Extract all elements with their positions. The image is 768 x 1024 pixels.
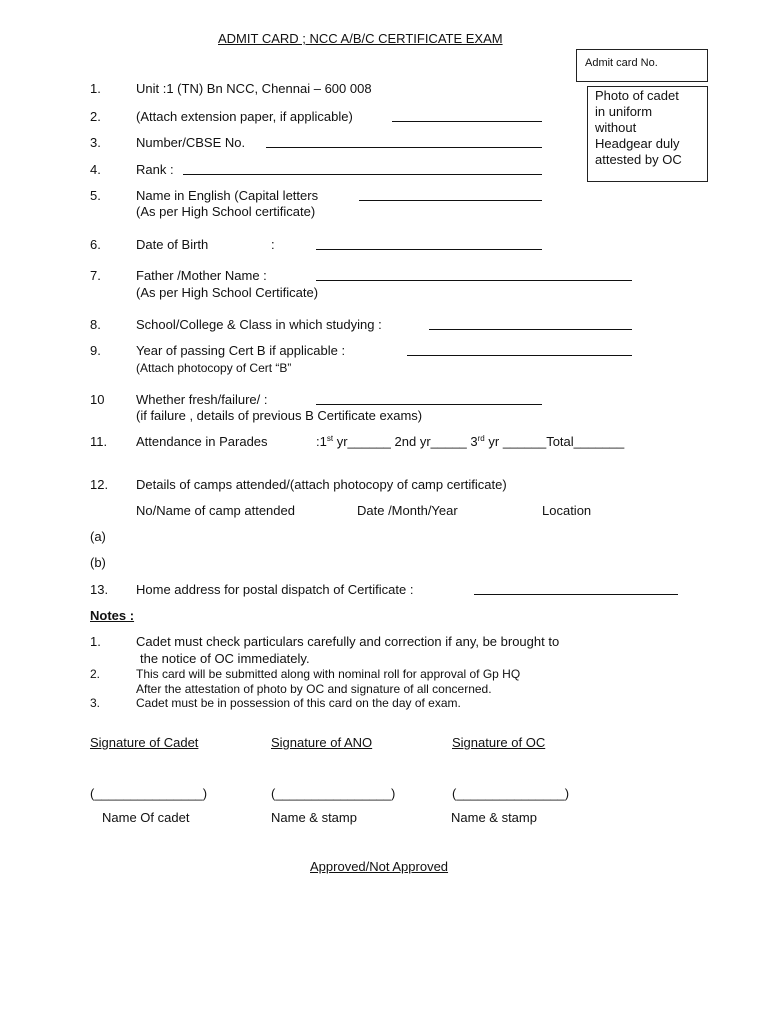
item-number: 2.: [90, 109, 101, 124]
note-number: 3.: [90, 696, 101, 710]
fresh-failure-field[interactable]: [316, 392, 542, 409]
photo-line-2: in uniform: [595, 104, 653, 119]
admit-card-label: Admit card No.: [585, 57, 658, 69]
rank-field[interactable]: [183, 162, 542, 179]
name-of-cadet-label: Name Of cadet: [102, 810, 190, 825]
item-number: 10: [90, 392, 105, 407]
note-1-line-2: the notice of OC immediately.: [140, 651, 310, 666]
notes-heading: Notes :: [90, 608, 135, 623]
camp-row-b: (b): [90, 555, 106, 570]
parent-name-label: Father /Mother Name :: [136, 268, 267, 283]
approval-status: Approved/Not Approved: [310, 859, 449, 874]
item-number: 7.: [90, 268, 101, 283]
cbse-number-field[interactable]: [266, 135, 542, 152]
item-number: 6.: [90, 237, 101, 252]
item-number: 8.: [90, 317, 101, 332]
note-number: 1.: [90, 634, 101, 649]
camp-row-a: (a): [90, 529, 106, 544]
name-english-field[interactable]: [359, 188, 542, 205]
dob-colon: :: [271, 237, 275, 252]
dob-label: Date of Birth: [136, 237, 209, 252]
home-address-field[interactable]: [474, 582, 678, 599]
parent-name-field[interactable]: [316, 268, 632, 285]
note-3-line-1: Cadet must be in possession of this card on the day of exam.: [136, 696, 461, 710]
ordinal-suffix: st: [326, 434, 334, 443]
photo-line-4: Headgear duly: [595, 136, 680, 151]
cert-b-year-field[interactable]: [407, 343, 632, 360]
admit-card-number-box[interactable]: [576, 49, 708, 82]
school-class-label: School/College & Class in which studying :: [136, 317, 382, 332]
item-number: 4.: [90, 162, 101, 177]
camp-col-location: Location: [542, 503, 592, 518]
ano-name-stamp-label: Name & stamp: [271, 810, 357, 825]
name-english-label: Name in English (Capital letters: [136, 188, 319, 203]
signature-cadet-label: Signature of Cadet: [90, 735, 199, 750]
parent-name-note: (As per High School Certificate): [136, 285, 319, 300]
attendance-part: yr______ 2nd yr_____ 3: [333, 434, 478, 449]
item-number: 1.: [90, 81, 101, 96]
item-number: 11.: [90, 434, 108, 449]
oc-name-field[interactable]: (_______________): [452, 786, 570, 801]
home-address-label: Home address for postal dispatch of Certificate :: [136, 582, 414, 597]
item-number: 5.: [90, 188, 101, 203]
failure-note: (if failure , details of previous B Certificate exams): [136, 408, 423, 423]
cert-b-year-label: Year of passing Cert B if applicable :: [136, 343, 346, 358]
camp-col-name: No/Name of camp attended: [136, 503, 295, 518]
school-class-field[interactable]: [429, 317, 632, 334]
photo-line-5: attested by OC: [595, 152, 682, 167]
attendance-label: Attendance in Parades: [136, 434, 268, 449]
cert-b-note: (Attach photocopy of Cert “B”: [136, 361, 292, 375]
item-number: 12.: [90, 477, 109, 492]
ordinal-suffix: rd: [477, 434, 485, 443]
dob-field[interactable]: [316, 237, 542, 254]
ano-name-field[interactable]: (________________): [271, 786, 396, 801]
attendance-part: yr ______Total_______: [484, 434, 625, 449]
photo-line-1: Photo of cadet: [595, 88, 679, 103]
note-number: 2.: [90, 667, 101, 681]
attendance-part: :1: [316, 434, 327, 449]
camp-col-date: Date /Month/Year: [357, 503, 458, 518]
extension-paper-label: (Attach extension paper, if applicable): [136, 109, 353, 124]
photo-line-3: without: [595, 120, 637, 135]
cbse-number-label: Number/CBSE No.: [136, 135, 246, 150]
item-number: 9.: [90, 343, 101, 358]
cadet-name-field[interactable]: (_______________): [90, 786, 208, 801]
note-2-line-2: After the attestation of photo by OC and signature of all concerned.: [136, 682, 492, 696]
rank-label: Rank :: [136, 162, 174, 177]
photo-box: [587, 86, 708, 182]
attendance-field[interactable]: [316, 434, 624, 450]
oc-name-stamp-label: Name & stamp: [451, 810, 537, 825]
signature-oc-label: Signature of OC: [452, 735, 546, 750]
note-2-line-1: This card will be submitted along with nominal roll for approval of Gp HQ: [136, 667, 521, 681]
signature-ano-label: Signature of ANO: [271, 735, 373, 750]
item-number: 3.: [90, 135, 101, 150]
unit-label: Unit :1 (TN) Bn NCC, Chennai – 600 008: [136, 81, 372, 96]
camps-label: Details of camps attended/(attach photocopy of camp certificate): [136, 477, 507, 492]
fresh-failure-label: Whether fresh/failure/ :: [136, 392, 268, 407]
item-number: 13.: [90, 582, 109, 597]
extension-paper-field[interactable]: [392, 109, 542, 126]
note-1-line-1: Cadet must check particulars carefully and correction if any, be brought to: [136, 634, 560, 649]
page-title: ADMIT CARD ; NCC A/B/C CERTIFICATE EXAM: [218, 31, 503, 46]
name-english-note: (As per High School certificate): [136, 204, 316, 219]
